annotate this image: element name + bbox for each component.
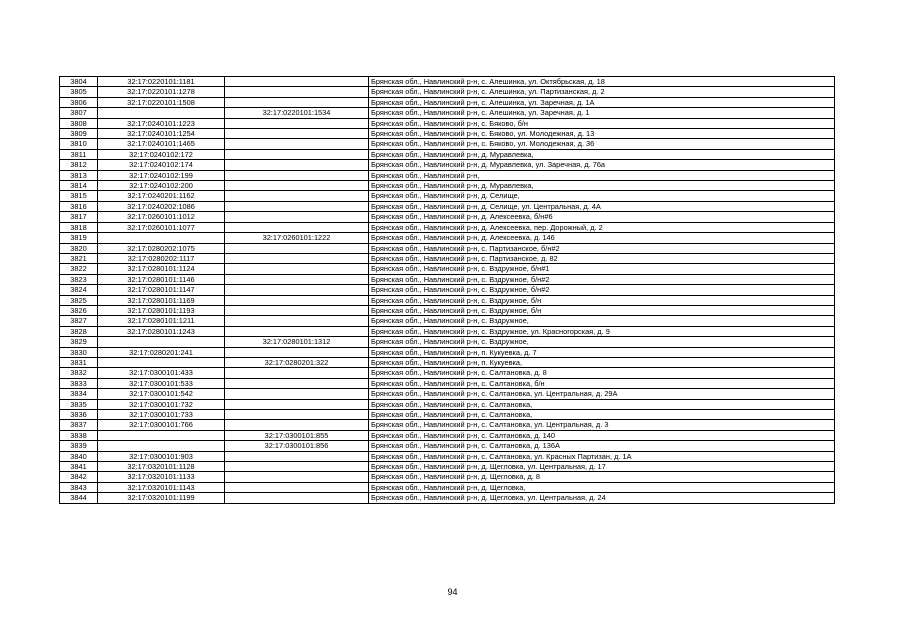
cadastral-number-alt-cell: 32:17:0280101:1312 — [225, 337, 369, 347]
address-cell: Брянская обл., Навлинский р-н, с. Вздружное, б/н#1 — [369, 264, 835, 274]
cadastral-number-cell: 32:17:0280201:241 — [98, 347, 225, 357]
table-row — [60, 357, 835, 367]
row-number-cell: 3839 — [60, 441, 98, 451]
cadastral-number-cell: 32:17:0280101:1146 — [98, 274, 225, 284]
row-number-cell: 3808 — [60, 118, 98, 128]
address-cell: Брянская обл., Навлинский р-н, д. Селище, ул. Центральная, д. 4А — [369, 201, 835, 211]
table-row — [60, 347, 835, 357]
row-number-cell: 3816 — [60, 201, 98, 211]
address-cell: Брянская обл., Навлинский р-н, с. Салтановка, ул. Центральная, д. 29А — [369, 389, 835, 399]
cadastral-number-cell: 32:17:0320101:1128 — [98, 462, 225, 472]
cadastral-number-alt-cell — [225, 305, 369, 315]
address-cell: Брянская обл., Навлинский р-н, с. Салтановка, — [369, 410, 835, 420]
row-number-cell: 3810 — [60, 139, 98, 149]
cadastral-number-alt-cell — [225, 420, 369, 430]
address-cell: Брянская обл., Навлинский р-н, д. Муравлевка, — [369, 149, 835, 159]
table-row — [60, 368, 835, 378]
address-cell: Брянская обл., Навлинский р-н, с. Бяково, б/н — [369, 118, 835, 128]
cadastral-number-alt-cell — [225, 87, 369, 97]
table-row — [60, 462, 835, 472]
cadastral-number-alt-cell — [225, 285, 369, 295]
row-number-cell: 3826 — [60, 305, 98, 315]
cadastral-number-alt-cell — [225, 170, 369, 180]
table-row — [60, 430, 835, 440]
table-row — [60, 160, 835, 170]
table-row — [60, 118, 835, 128]
cadastral-number-cell: 32:17:0220101:1278 — [98, 87, 225, 97]
address-cell: Брянская обл., Навлинский р-н, с. Салтановка, ул. Центральная, д. 3 — [369, 420, 835, 430]
table-row — [60, 181, 835, 191]
table-row — [60, 129, 835, 139]
address-cell: Брянская обл., Навлинский р-н, с. Вздружное, б/н — [369, 305, 835, 315]
table-row — [60, 337, 835, 347]
table-row — [60, 305, 835, 315]
table-row — [60, 399, 835, 409]
cadastral-number-alt-cell — [225, 368, 369, 378]
cadastral-number-alt-cell — [225, 129, 369, 139]
row-number-cell: 3828 — [60, 326, 98, 336]
property-table — [59, 76, 835, 504]
row-number-cell: 3817 — [60, 212, 98, 222]
address-cell: Брянская обл., Навлинский р-н, с. Партизанское, д. 82 — [369, 253, 835, 263]
cadastral-number-cell: 32:17:0280101:1124 — [98, 264, 225, 274]
row-number-cell: 3835 — [60, 399, 98, 409]
page-number: 94 — [447, 587, 458, 597]
cadastral-number-alt-cell — [225, 410, 369, 420]
address-cell: Брянская обл., Навлинский р-н, д. Алексеевка, д. 146 — [369, 233, 835, 243]
cadastral-number-alt-cell: 32:17:0220101:1534 — [225, 108, 369, 118]
address-cell: Брянская обл., Навлинский р-н, д. Щегловка, ул. Центральная, д. 24 — [369, 493, 835, 503]
cadastral-number-cell: 32:17:0260101:1012 — [98, 212, 225, 222]
table-row — [60, 201, 835, 211]
cadastral-number-alt-cell — [225, 326, 369, 336]
cadastral-number-cell: 32:17:0240101:1465 — [98, 139, 225, 149]
cadastral-number-cell: 32:17:0320101:1199 — [98, 493, 225, 503]
table-row — [60, 378, 835, 388]
row-number-cell: 3823 — [60, 274, 98, 284]
table-row — [60, 233, 835, 243]
address-cell: Брянская обл., Навлинский р-н, с. Вздружное, ул. Красногорская, д. 9 — [369, 326, 835, 336]
address-cell: Брянская обл., Навлинский р-н, с. Вздружное, — [369, 316, 835, 326]
cadastral-number-cell — [98, 233, 225, 243]
table-row — [60, 472, 835, 482]
address-cell: Брянская обл., Навлинский р-н, д. Муравлевка, ул. Заречная, д. 76а — [369, 160, 835, 170]
property-table-body — [60, 77, 835, 504]
address-cell: Брянская обл., Навлинский р-н, д. Муравлевка, — [369, 181, 835, 191]
address-cell: Брянская обл., Навлинский р-н, п. Кукуевка, — [369, 357, 835, 367]
cadastral-number-alt-cell — [225, 160, 369, 170]
row-number-cell: 3815 — [60, 191, 98, 201]
cadastral-number-alt-cell — [225, 482, 369, 492]
row-number-cell: 3812 — [60, 160, 98, 170]
row-number-cell: 3831 — [60, 357, 98, 367]
address-cell: Брянская обл., Навлинский р-н, с. Салтановка, б/н — [369, 378, 835, 388]
cadastral-number-alt-cell — [225, 243, 369, 253]
row-number-cell: 3821 — [60, 253, 98, 263]
address-cell: Брянская обл., Навлинский р-н, д. Щегловка, ул. Центральная, д. 17 — [369, 462, 835, 472]
cadastral-number-alt-cell — [225, 149, 369, 159]
address-cell: Брянская обл., Навлинский р-н, с. Салтановка, — [369, 399, 835, 409]
table-row — [60, 264, 835, 274]
address-cell: Брянская обл., Навлинский р-н, с. Вздружное, б/н#2 — [369, 285, 835, 295]
table-row — [60, 410, 835, 420]
row-number-cell: 3825 — [60, 295, 98, 305]
address-cell: Брянская обл., Навлинский р-н, с. Бяково, ул. Молодежная, д. 36 — [369, 139, 835, 149]
row-number-cell: 3842 — [60, 472, 98, 482]
cadastral-number-cell — [98, 430, 225, 440]
cadastral-number-alt-cell — [225, 493, 369, 503]
cadastral-number-cell: 32:17:0280202:1117 — [98, 253, 225, 263]
row-number-cell: 3840 — [60, 451, 98, 461]
table-row — [60, 243, 835, 253]
cadastral-number-cell — [98, 357, 225, 367]
row-number-cell: 3824 — [60, 285, 98, 295]
table-row — [60, 482, 835, 492]
row-number-cell: 3804 — [60, 77, 98, 87]
row-number-cell: 3844 — [60, 493, 98, 503]
cadastral-number-alt-cell — [225, 399, 369, 409]
cadastral-number-alt-cell — [225, 181, 369, 191]
address-cell: Брянская обл., Навлинский р-н, с. Салтановка, д. 8 — [369, 368, 835, 378]
cadastral-number-cell: 32:17:0300101:766 — [98, 420, 225, 430]
cadastral-number-alt-cell — [225, 472, 369, 482]
cadastral-number-cell: 32:17:0240102:200 — [98, 181, 225, 191]
address-cell: Брянская обл., Навлинский р-н, с. Алешинка, ул. Октябрьская, д. 18 — [369, 77, 835, 87]
address-cell: Брянская обл., Навлинский р-н, д. Алексеевка, пер. Дорожный, д. 2 — [369, 222, 835, 232]
row-number-cell: 3809 — [60, 129, 98, 139]
address-cell: Брянская обл., Навлинский р-н, д. Щегловка, д. 8 — [369, 472, 835, 482]
table-row — [60, 97, 835, 107]
table-row — [60, 441, 835, 451]
address-cell: Брянская обл., Навлинский р-н, д. Щегловка, — [369, 482, 835, 492]
row-number-cell: 3830 — [60, 347, 98, 357]
row-number-cell: 3814 — [60, 181, 98, 191]
cadastral-number-cell: 32:17:0220101:1508 — [98, 97, 225, 107]
table-row — [60, 149, 835, 159]
cadastral-number-alt-cell: 32:17:0300101:855 — [225, 430, 369, 440]
cadastral-number-alt-cell — [225, 139, 369, 149]
cadastral-number-cell: 32:17:0300101:542 — [98, 389, 225, 399]
cadastral-number-cell: 32:17:0220101:1181 — [98, 77, 225, 87]
cadastral-number-cell: 32:17:0280101:1193 — [98, 305, 225, 315]
cadastral-number-cell: 32:17:0240101:1223 — [98, 118, 225, 128]
table-row — [60, 389, 835, 399]
cadastral-number-cell: 32:17:0240102:172 — [98, 149, 225, 159]
cadastral-number-cell: 32:17:0300101:433 — [98, 368, 225, 378]
cadastral-number-alt-cell — [225, 451, 369, 461]
row-number-cell: 3811 — [60, 149, 98, 159]
cadastral-number-alt-cell — [225, 274, 369, 284]
row-number-cell: 3818 — [60, 222, 98, 232]
table-row — [60, 222, 835, 232]
cadastral-number-alt-cell — [225, 191, 369, 201]
table-row — [60, 274, 835, 284]
table-row — [60, 451, 835, 461]
row-number-cell: 3843 — [60, 482, 98, 492]
table-row — [60, 191, 835, 201]
row-number-cell: 3841 — [60, 462, 98, 472]
row-number-cell: 3807 — [60, 108, 98, 118]
cadastral-number-alt-cell — [225, 77, 369, 87]
cadastral-number-cell: 32:17:0240102:174 — [98, 160, 225, 170]
cadastral-number-cell: 32:17:0240201:1162 — [98, 191, 225, 201]
cadastral-number-alt-cell: 32:17:0280201:322 — [225, 357, 369, 367]
row-number-cell: 3827 — [60, 316, 98, 326]
cadastral-number-cell: 32:17:0300101:533 — [98, 378, 225, 388]
address-cell: Брянская обл., Навлинский р-н, с. Салтановка, ул. Красных Партизан, д. 1А — [369, 451, 835, 461]
row-number-cell: 3832 — [60, 368, 98, 378]
row-number-cell: 3819 — [60, 233, 98, 243]
cadastral-number-cell: 32:17:0280101:1147 — [98, 285, 225, 295]
table-row — [60, 108, 835, 118]
cadastral-number-cell: 32:17:0320101:1143 — [98, 482, 225, 492]
row-number-cell: 3805 — [60, 87, 98, 97]
address-cell: Брянская обл., Навлинский р-н, д. Алексеевка, б/н#6 — [369, 212, 835, 222]
address-cell: Брянская обл., Навлинский р-н, с. Алешинка, ул. Заречная, д. 1А — [369, 97, 835, 107]
table-row — [60, 87, 835, 97]
row-number-cell: 3838 — [60, 430, 98, 440]
address-cell: Брянская обл., Навлинский р-н, — [369, 170, 835, 180]
address-cell: Брянская обл., Навлинский р-н, с. Вздружное, б/н — [369, 295, 835, 305]
table-row — [60, 253, 835, 263]
address-cell: Брянская обл., Навлинский р-н, п. Кукуевка, д. 7 — [369, 347, 835, 357]
cadastral-number-cell: 32:17:0280101:1211 — [98, 316, 225, 326]
address-cell: Брянская обл., Навлинский р-н, с. Бяково, ул. Молодежная, д. 13 — [369, 129, 835, 139]
cadastral-number-cell: 32:17:0300101:732 — [98, 399, 225, 409]
cadastral-number-alt-cell — [225, 222, 369, 232]
cadastral-number-alt-cell — [225, 212, 369, 222]
cadastral-number-alt-cell: 32:17:0300101:856 — [225, 441, 369, 451]
cadastral-number-alt-cell — [225, 316, 369, 326]
row-number-cell: 3813 — [60, 170, 98, 180]
cadastral-number-cell: 32:17:0280101:1243 — [98, 326, 225, 336]
cadastral-number-alt-cell — [225, 378, 369, 388]
cadastral-number-alt-cell — [225, 347, 369, 357]
address-cell: Брянская обл., Навлинский р-н, с. Салтановка, д. 140 — [369, 430, 835, 440]
row-number-cell: 3829 — [60, 337, 98, 347]
cadastral-number-cell: 32:17:0240102:199 — [98, 170, 225, 180]
cadastral-number-cell — [98, 441, 225, 451]
cadastral-number-alt-cell — [225, 264, 369, 274]
address-cell: Брянская обл., Навлинский р-н, с. Вздружное, — [369, 337, 835, 347]
row-number-cell: 3833 — [60, 378, 98, 388]
cadastral-number-alt-cell — [225, 118, 369, 128]
cadastral-number-cell — [98, 108, 225, 118]
address-cell: Брянская обл., Навлинский р-н, с. Вздружное, б/н#2 — [369, 274, 835, 284]
address-cell: Брянская обл., Навлинский р-н, с. Салтановка, д. 136А — [369, 441, 835, 451]
row-number-cell: 3836 — [60, 410, 98, 420]
cadastral-number-cell: 32:17:0320101:1133 — [98, 472, 225, 482]
cadastral-number-alt-cell — [225, 462, 369, 472]
cadastral-number-cell — [98, 337, 225, 347]
address-cell: Брянская обл., Навлинский р-н, с. Алешинка, ул. Заречная, д. 1 — [369, 108, 835, 118]
table-row — [60, 493, 835, 503]
cadastral-number-alt-cell — [225, 201, 369, 211]
row-number-cell: 3837 — [60, 420, 98, 430]
cadastral-number-cell: 32:17:0260101:1077 — [98, 222, 225, 232]
cadastral-number-cell: 32:17:0300101:903 — [98, 451, 225, 461]
table-row — [60, 316, 835, 326]
cadastral-number-cell: 32:17:0280202:1075 — [98, 243, 225, 253]
cadastral-number-alt-cell — [225, 253, 369, 263]
table-row — [60, 295, 835, 305]
table-row — [60, 77, 835, 87]
row-number-cell: 3820 — [60, 243, 98, 253]
cadastral-number-cell: 32:17:0300101:733 — [98, 410, 225, 420]
table-row — [60, 420, 835, 430]
cadastral-number-alt-cell — [225, 295, 369, 305]
cadastral-number-alt-cell — [225, 389, 369, 399]
table-row — [60, 285, 835, 295]
address-cell: Брянская обл., Навлинский р-н, с. Алешинка, ул. Партизанская, д. 2 — [369, 87, 835, 97]
cadastral-number-alt-cell: 32:17:0260101:1222 — [225, 233, 369, 243]
cadastral-number-cell: 32:17:0240202:1086 — [98, 201, 225, 211]
cadastral-number-cell: 32:17:0240101:1254 — [98, 129, 225, 139]
table-row — [60, 212, 835, 222]
row-number-cell: 3822 — [60, 264, 98, 274]
cadastral-number-alt-cell — [225, 97, 369, 107]
address-cell: Брянская обл., Навлинский р-н, с. Партизанское, б/н#2 — [369, 243, 835, 253]
row-number-cell: 3806 — [60, 97, 98, 107]
table-row — [60, 139, 835, 149]
table-row — [60, 326, 835, 336]
cadastral-number-cell: 32:17:0280101:1169 — [98, 295, 225, 305]
address-cell: Брянская обл., Навлинский р-н, д. Селище, — [369, 191, 835, 201]
table-row — [60, 170, 835, 180]
row-number-cell: 3834 — [60, 389, 98, 399]
